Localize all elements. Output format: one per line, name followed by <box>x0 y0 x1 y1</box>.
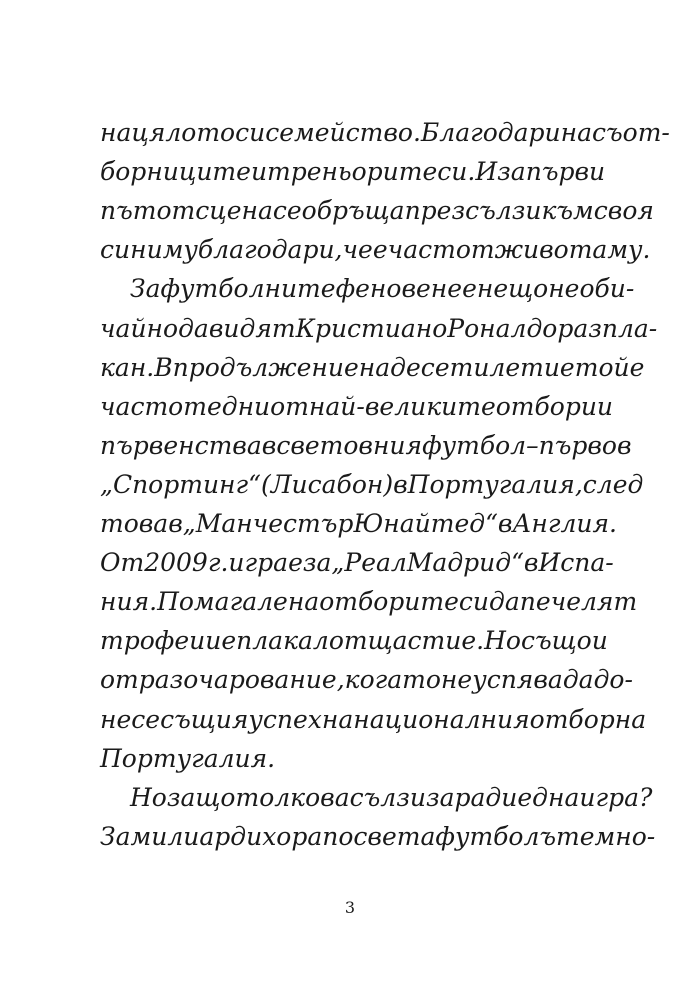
text-line: на цялото си семейство. Благодари на съот- <box>100 118 670 147</box>
text-line: За милиарди хора по света футболът е мно- <box>100 821 656 851</box>
text-line: „Спортинг“ (Лисабон) в Португалия, след <box>100 469 644 499</box>
page-number: 3 <box>344 898 356 917</box>
text-line: част от едни от най-великите отбори и <box>100 391 614 421</box>
text-line: За футболните фенове не е нещо необи- <box>130 274 635 304</box>
text-line: син и му благодари, че е част от живота му. <box>100 235 651 265</box>
text-line: Португалия. <box>100 743 276 773</box>
text-line: това в „Манчестър Юнайтед“ в Англия. <box>100 509 617 538</box>
text-line: От 2009 г. играе за „Реал Мадрид“ в Испа- <box>100 548 614 578</box>
text-line: кан. В продължение на десетилетие той е <box>100 352 645 382</box>
text-line: чайно да видят Кристиано Роналдо разпла- <box>100 313 658 343</box>
text-line: от разочарование, когато не успява да до- <box>100 665 633 695</box>
text-line: Но защо толкова сълзи заради една игра? <box>130 782 653 812</box>
text-line: първенства в световния футбол – първо в <box>100 430 632 460</box>
text-line: път от сцена се обръща през сълзи към своя <box>100 196 654 226</box>
text-line: трофеи и е плакал от щастие. Но също и <box>100 626 608 656</box>
text-line: борниците и треньорите си. И за първи <box>100 157 606 187</box>
text-line: несе същия успех на националния отбор на <box>100 704 647 734</box>
text-line: ния. Помагал е на отборите си да печелят <box>100 587 638 617</box>
